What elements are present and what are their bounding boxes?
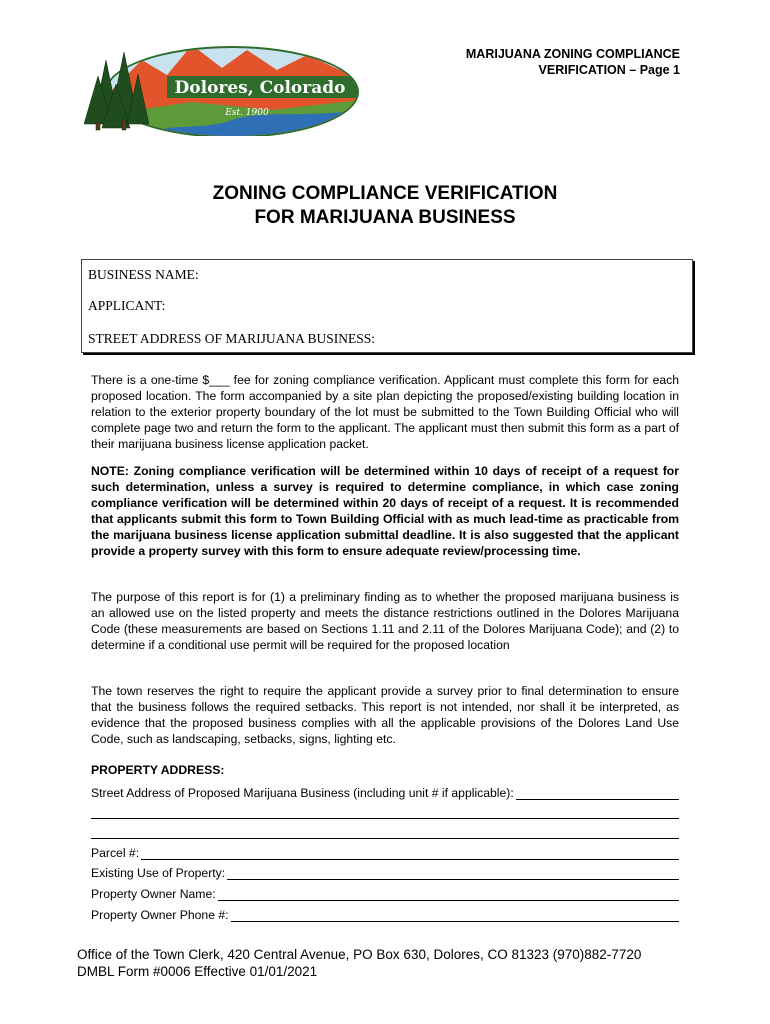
dolores-logo <box>72 40 362 136</box>
owner-phone-input[interactable] <box>231 909 679 922</box>
property-address-heading: PROPERTY ADDRESS: <box>91 763 225 777</box>
page-header <box>466 46 680 78</box>
street-address-line-3[interactable] <box>91 838 679 839</box>
fee-paragraph: There is a one-time $___ fee for zoning compliance verification. Applicant must complete this form for each proposed location. The form accompanied by a site plan depicting the proposed/existing building location in relation to the exterior property boundary of the lot must be submitted to the Town Building Official who will complete page two and return the form to the applicant. The applicant must then submit this form as a part of their marijuana business license application packet. <box>91 373 679 451</box>
parcel-field[interactable] <box>91 844 679 860</box>
parcel-label: Parcel #: <box>91 846 140 860</box>
header-line-2: VERIFICATION – Page 1 <box>538 63 680 77</box>
street-address-proposed-label: Street Address of Proposed Marijuana Business (including unit # if applicable): <box>91 786 514 800</box>
existing-use-input[interactable] <box>227 867 679 880</box>
street-address-proposed-field[interactable] <box>91 784 679 800</box>
existing-use-label: Existing Use of Property: <box>91 866 226 880</box>
purpose-paragraph: The purpose of this report is for (1) a preliminary finding as to whether the proposed marijuana business is an allowed use on the listed property and meets the distance restrictions outlined in the Dolores Marijuana Code (these measurements are based on Sections 1.11 and 2.11 of the Dolores Marijuana Code); and (2) to determine if a conditional use permit will be required for the proposed location <box>91 590 679 652</box>
note-paragraph: NOTE: Zoning compliance verification will be determined within 10 days of receipt of a request for such determination, unless a survey is required to determine compliance, in which case zoning compliance verification will be determined within 20 days of receipt of a request. It is recommended that applicants submit this form to Town Building Official with as much lead-time as practicable from the marijuana business license application submittal deadline. It is also suggested that the applicant provide a property survey with this form to ensure adequate review/processing time. <box>91 464 679 558</box>
applicant-field[interactable]: APPLICANT: <box>88 298 166 313</box>
owner-name-label: Property Owner Name: <box>91 887 216 901</box>
owner-name-input[interactable] <box>218 888 679 901</box>
owner-phone-field[interactable] <box>91 906 679 922</box>
logo-established: Est. 1900 <box>225 108 269 118</box>
title-line-1: ZONING COMPLIANCE VERIFICATION <box>212 183 558 204</box>
parcel-input[interactable] <box>141 847 679 860</box>
owner-phone-label: Property Owner Phone #: <box>91 908 229 922</box>
business-name-field[interactable]: BUSINESS NAME: <box>88 267 199 282</box>
street-address-line-2[interactable] <box>91 818 679 819</box>
existing-use-field[interactable] <box>91 864 679 880</box>
street-address-field[interactable]: STREET ADDRESS OF MARIJUANA BUSINESS: <box>88 331 376 346</box>
footer-contact: Office of the Town Clerk, 420 Central Avenue, PO Box 630, Dolores, CO 81323 (970)882-7720 <box>77 947 642 962</box>
street-address-proposed-input[interactable] <box>516 787 679 800</box>
logo-town-name: Dolores, Colorado <box>174 78 346 98</box>
document-title <box>0 182 770 230</box>
business-info-box <box>81 259 693 353</box>
owner-name-field[interactable] <box>91 885 679 901</box>
title-line-2: FOR MARIJUANA BUSINESS <box>254 207 516 228</box>
footer <box>77 946 641 980</box>
footer-form-number: DMBL Form #0006 Effective 01/01/2021 <box>77 964 318 979</box>
reserve-paragraph: The town reserves the right to require the applicant provide a survey prior to final determination to ensure that the business follows the required setbacks. This report is not intended, nor shall it be interpreted, as evidence that the proposed business complies with all the applicable provisions of the Dolores Land Use Code, such as landscaping, setbacks, signs, lighting etc. <box>91 684 679 746</box>
header-line-1: MARIJUANA ZONING COMPLIANCE <box>465 47 680 61</box>
